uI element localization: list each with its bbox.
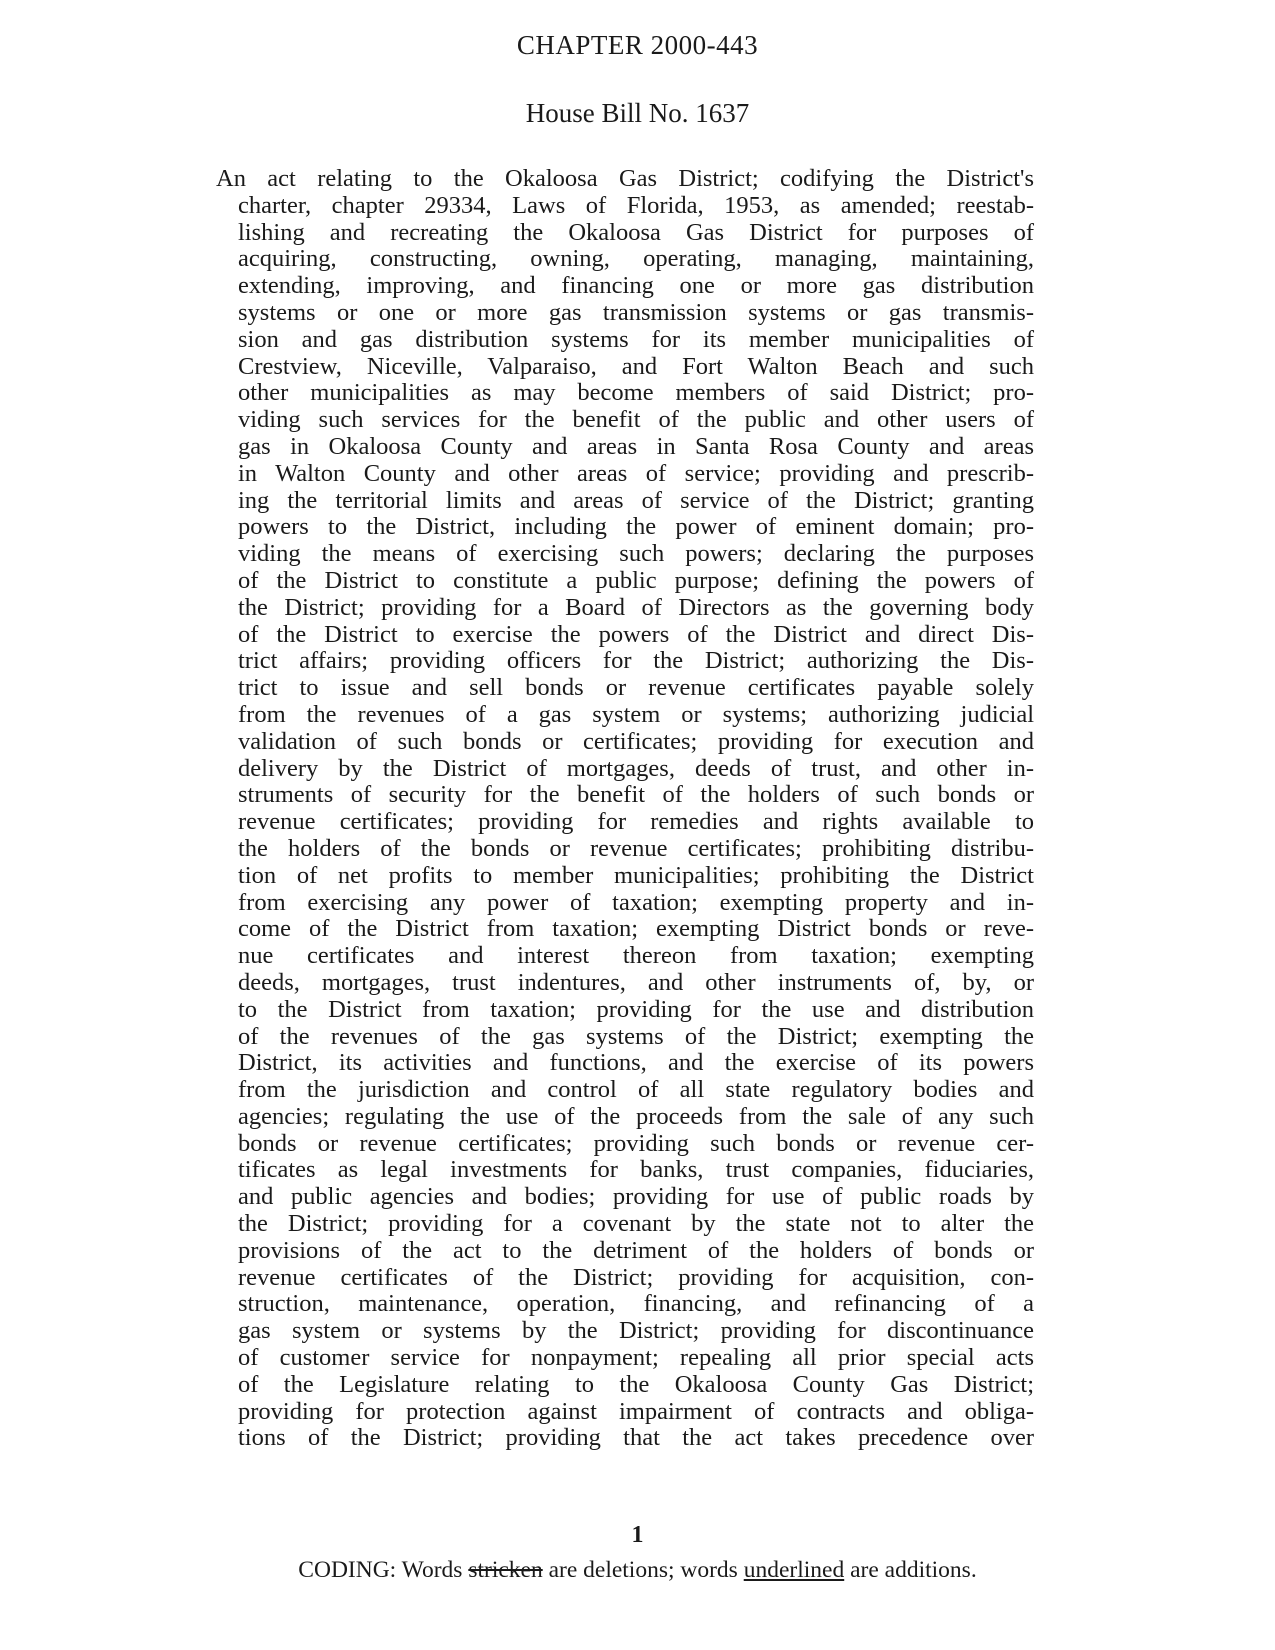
title-line: trict to issue and sell bonds or revenue certificates payable solely <box>238 674 1034 702</box>
title-line: sion and gas distribution systems for its member municipalities of <box>238 325 1034 353</box>
title-line: viding the means of exercising such powers; declaring the purposes <box>238 540 1034 568</box>
title-line: of the District to exercise the powers of the District and direct Dis- <box>238 620 1034 648</box>
title-line: deeds, mortgages, trust indentures, and other instruments of, by, or <box>238 968 1034 996</box>
title-line: other municipalities as may become members of said District; pro- <box>238 379 1034 407</box>
title-line: ing the territorial limits and areas of service of the District; granting <box>238 486 1034 514</box>
title-line: from the jurisdiction and control of all state regulatory bodies and <box>238 1076 1034 1104</box>
coding-stricken-example: stricken <box>468 1557 543 1583</box>
title-line: of the revenues of the gas systems of the District; exempting the <box>238 1022 1034 1050</box>
title-line: the holders of the bonds or revenue certificates; prohibiting distribu- <box>238 834 1034 862</box>
act-title-paragraph <box>216 166 1034 1452</box>
title-line: come of the District from taxation; exempting District bonds or reve- <box>238 915 1034 943</box>
title-line: provisions of the act to the detriment of the holders of bonds or <box>238 1236 1034 1264</box>
title-line: tions of the District; providing that the act takes precedence over <box>238 1424 1034 1452</box>
title-line: tificates as legal investments for banks, trust companies, fiduciaries, <box>238 1156 1034 1184</box>
title-line: validation of such bonds or certificates; providing for execution and <box>238 727 1034 755</box>
title-line: bonds or revenue certificates; providing such bonds or revenue cer- <box>238 1129 1034 1157</box>
title-line: in Walton County and other areas of service; providing and prescrib- <box>238 459 1034 487</box>
title-line: revenue certificates; providing for remedies and rights available to <box>238 808 1034 836</box>
title-line: systems or one or more gas transmission systems or gas transmis- <box>238 298 1034 326</box>
title-line: and public agencies and bodies; providing for use of public roads by <box>238 1183 1034 1211</box>
title-line: providing for protection against impairment of contracts and obliga- <box>238 1397 1034 1425</box>
coding-prefix-text: CODING: Words <box>298 1557 469 1583</box>
title-line: extending, improving, and financing one or more gas distribution <box>238 272 1034 300</box>
title-line: delivery by the District of mortgages, deeds of trust, and other in- <box>238 754 1034 782</box>
title-line: from the revenues of a gas system or systems; authorizing judicial <box>238 700 1034 728</box>
title-line: charter, chapter 29334, Laws of Florida, 1953, as amended; reestab- <box>238 191 1034 219</box>
title-line: agencies; regulating the use of the proceeds from the sale of any such <box>238 1102 1034 1130</box>
title-line: of the District to constitute a public purpose; defining the powers of <box>238 566 1034 594</box>
title-line: revenue certificates of the District; providing for acquisition, con- <box>238 1263 1034 1291</box>
coding-middle-text: are deletions; words <box>542 1557 744 1583</box>
title-line: struction, maintenance, operation, financing, and refinancing of a <box>238 1290 1034 1318</box>
title-line: acquiring, constructing, owning, operating, managing, maintaining, <box>238 245 1034 273</box>
bill-number-heading: House Bill No. 1637 <box>525 98 750 128</box>
title-line: gas system or systems by the District; providing for discontinuance <box>238 1317 1034 1345</box>
title-line: from exercising any power of taxation; exempting property and in- <box>238 888 1034 916</box>
title-line: lishing and recreating the Okaloosa Gas District for purposes of <box>238 218 1034 246</box>
title-line: to the District from taxation; providing for the use and distribution <box>238 995 1034 1023</box>
title-line: of the Legislature relating to the Okaloosa County Gas District; <box>238 1370 1034 1398</box>
page-number: 1 <box>631 1522 644 1548</box>
title-line: the District; providing for a covenant by the state not to alter the <box>238 1210 1034 1238</box>
title-line: District, its activities and functions, and the exercise of its powers <box>238 1049 1034 1077</box>
title-line: tion of net profits to member municipalities; prohibiting the District <box>238 861 1034 889</box>
title-line: of customer service for nonpayment; repealing all prior special acts <box>238 1344 1034 1372</box>
title-line: Crestview, Niceville, Valparaiso, and Fort Walton Beach and such <box>238 352 1034 380</box>
title-line: the District; providing for a Board of Directors as the governing body <box>238 593 1034 621</box>
title-line: struments of security for the benefit of the holders of such bonds or <box>238 781 1034 809</box>
title-line: powers to the District, including the power of eminent domain; pro- <box>238 513 1034 541</box>
title-line: nue certificates and interest thereon from taxation; exempting <box>238 942 1034 970</box>
coding-suffix-text: are additions. <box>844 1557 977 1583</box>
title-line: viding such services for the benefit of the public and other users of <box>238 406 1034 434</box>
coding-legend <box>0 1557 1275 1584</box>
title-line: An act relating to the Okaloosa Gas District; codifying the District's <box>216 165 1034 192</box>
title-line: trict affairs; providing officers for the District; authorizing the Dis- <box>238 647 1034 675</box>
coding-underlined-example: underlined <box>743 1557 845 1583</box>
chapter-heading: CHAPTER 2000-443 <box>516 30 759 60</box>
title-line: gas in Okaloosa County and areas in Santa Rosa County and areas <box>238 432 1034 460</box>
